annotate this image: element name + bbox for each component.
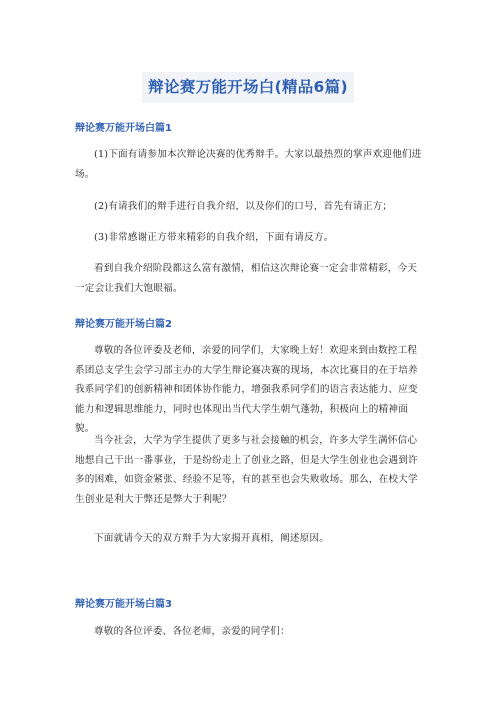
paragraph: (2)有请我们的辩手进行自我介绍，以及你们的口号，首先有请正方； xyxy=(94,201,393,212)
paragraph: 下面就请今天的双方辩手为大家揭开真相，阐述原因。 xyxy=(94,533,330,544)
paragraph: 看到自我介绍阶段都这么富有激情，相信这次辩论赛一定会非常精彩，今天一定会让我们大饱眼福。 xyxy=(75,263,418,294)
title-container xyxy=(0,72,496,103)
section-heading-3: 辩论赛万能开场白篇3 xyxy=(75,599,172,610)
paragraph: 尊敬的各位评委、各位老师，亲爱的同学们： xyxy=(94,626,290,637)
section-heading-2: 辩论赛万能开场白篇2 xyxy=(75,319,172,330)
section-heading-1: 辩论赛万能开场白篇1 xyxy=(75,123,172,134)
paragraph: (1)下面有请参加本次辩论决赛的优秀辩手。大家以最热烈的掌声欢迎他们进场。 xyxy=(75,149,422,180)
paragraph: (3)非常感谢正方带来精彩的自我介绍，下面有请反方。 xyxy=(94,232,334,243)
paragraph: 尊敬的各位评委及老师，亲爱的同学们，大家晚上好！欢迎来到由数控工程系团总支学生会学习部主办的大学生辩论赛决赛的现场，本次比赛目的在于培养我系同学们的创新精神和团体协作能力，增强我系同学们的语言表达能力、应变能力和逻辑思维能力，同时也体现出当代大学生朝气蓬勃，积极向上的精神面貌。 xyxy=(75,345,418,434)
paragraph: 当今社会，大学为学生提供了更多与社会接触的机会，许多大学生满怀信心地想自己干出一番事业，于是纷纷走上了创业之路，但是大学生创业也会遇到许多的困难，如资金紧张、经验不足等，有的甚至也会失败收场。那么，在校大学生创业是利大于弊还是弊大于利呢？ xyxy=(75,435,418,505)
document-title: 辩论赛万能开场白(精品6篇) xyxy=(142,72,354,103)
